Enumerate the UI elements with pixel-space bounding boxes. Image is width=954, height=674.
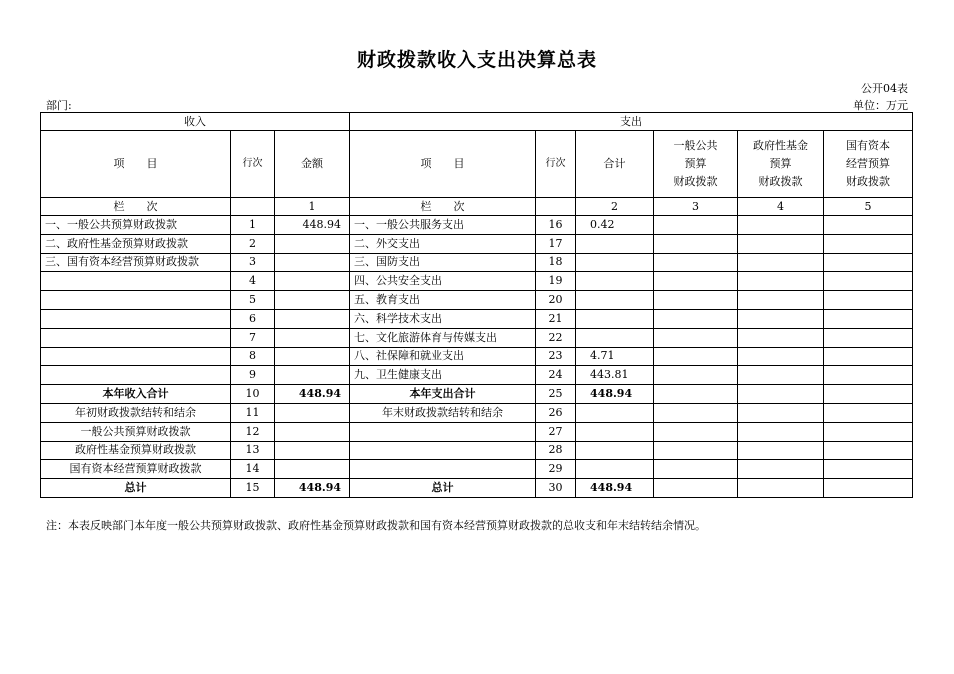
line-no: 19 <box>536 272 576 291</box>
line-no: 3 <box>231 253 275 272</box>
expense-item <box>350 441 536 460</box>
table-row <box>41 422 913 441</box>
line-no: 18 <box>536 253 576 272</box>
line-no: 17 <box>536 234 576 253</box>
group-header-row <box>41 113 913 131</box>
expense-item: 五、教育支出 <box>350 291 536 310</box>
income-item: 总计 <box>41 479 231 498</box>
expense-total-header: 合计 <box>576 131 654 198</box>
income-amount <box>275 253 350 272</box>
line-no: 9 <box>231 366 275 385</box>
expense-total <box>576 291 654 310</box>
line-no: 21 <box>536 309 576 328</box>
income-amount-header: 金额 <box>275 131 350 198</box>
line-no: 28 <box>536 441 576 460</box>
line-no: 22 <box>536 328 576 347</box>
expense-item: 三、国防支出 <box>350 253 536 272</box>
expense-item <box>350 460 536 479</box>
expense-item: 二、外交支出 <box>350 234 536 253</box>
line-no: 10 <box>231 385 275 404</box>
income-item: 年初财政拨款结转和结余 <box>41 403 231 422</box>
table-row <box>41 347 913 366</box>
income-item: 政府性基金预算财政拨款 <box>41 441 231 460</box>
income-item: 国有资本经营预算财政拨款 <box>41 460 231 479</box>
line-no: 24 <box>536 366 576 385</box>
income-item <box>41 366 231 385</box>
line-no: 29 <box>536 460 576 479</box>
expense-item: 六、科学技术支出 <box>350 309 536 328</box>
expense-total: 443.81 <box>576 366 654 385</box>
table-row <box>41 366 913 385</box>
income-amount <box>275 347 350 366</box>
line-no: 14 <box>231 460 275 479</box>
column-number: 2 <box>576 198 654 216</box>
income-item: 二、政府性基金预算财政拨款 <box>41 234 231 253</box>
expense-total <box>576 309 654 328</box>
expense-item <box>350 422 536 441</box>
line-no: 20 <box>536 291 576 310</box>
income-item-header: 项 目 <box>41 131 231 198</box>
column-number: 1 <box>275 198 350 216</box>
expense-total: 448.94 <box>576 479 654 498</box>
table-row <box>41 253 913 272</box>
year-total-row <box>41 385 913 404</box>
expense-item: 总计 <box>350 479 536 498</box>
income-item: 一、一般公共预算财政拨款 <box>41 216 231 235</box>
line-no: 11 <box>231 403 275 422</box>
income-line-no-header: 行次 <box>231 131 275 198</box>
table-row <box>41 309 913 328</box>
expense-total: 0.42 <box>576 216 654 235</box>
income-group-header: 收入 <box>41 113 350 131</box>
column-number: 5 <box>824 198 913 216</box>
line-no: 12 <box>231 422 275 441</box>
table-row <box>41 216 913 235</box>
line-no: 4 <box>231 272 275 291</box>
income-item <box>41 309 231 328</box>
table-row <box>41 234 913 253</box>
line-no: 8 <box>231 347 275 366</box>
budget-summary-table <box>40 112 913 498</box>
department-label: 部门: <box>46 99 72 112</box>
income-amount: 448.94 <box>275 479 350 498</box>
table-row <box>41 441 913 460</box>
report-title: 财政拨款收入支出决算总表 <box>356 49 597 71</box>
line-no: 15 <box>231 479 275 498</box>
unit-label: 单位：万元 <box>853 99 908 112</box>
fund-budget-header: 政府性基金 预算 财政拨款 <box>738 131 824 198</box>
line-no: 26 <box>536 403 576 422</box>
table-code: 公开04表 <box>861 82 908 95</box>
line-no: 25 <box>536 385 576 404</box>
table-row <box>41 291 913 310</box>
income-item: 本年收入合计 <box>41 385 231 404</box>
income-amount <box>275 272 350 291</box>
expense-group-header: 支出 <box>350 113 913 131</box>
line-no: 1 <box>231 216 275 235</box>
line-no: 5 <box>231 291 275 310</box>
expense-item: 八、社保障和就业支出 <box>350 347 536 366</box>
table-row <box>41 460 913 479</box>
line-no: 7 <box>231 328 275 347</box>
expense-total <box>576 234 654 253</box>
income-amount: 448.94 <box>275 385 350 404</box>
income-amount <box>275 234 350 253</box>
expense-item: 七、文化旅游体育与传媒支出 <box>350 328 536 347</box>
expense-total: 4.71 <box>576 347 654 366</box>
expense-item-header: 项 目 <box>350 131 536 198</box>
income-item: 三、国有资本经营预算财政拨款 <box>41 253 231 272</box>
line-no: 23 <box>536 347 576 366</box>
expense-total <box>576 328 654 347</box>
expense-item: 九、卫生健康支出 <box>350 366 536 385</box>
income-amount: 448.94 <box>275 216 350 235</box>
line-no: 13 <box>231 441 275 460</box>
expense-total <box>576 253 654 272</box>
expense-total <box>576 272 654 291</box>
income-item: 一般公共预算财政拨款 <box>41 422 231 441</box>
line-no: 30 <box>536 479 576 498</box>
income-item <box>41 347 231 366</box>
income-item <box>41 328 231 347</box>
grand-total-row <box>41 479 913 498</box>
line-no: 2 <box>231 234 275 253</box>
state-capital-header: 国有资本 经营预算 财政拨款 <box>824 131 913 198</box>
line-no: 16 <box>536 216 576 235</box>
income-amount <box>275 309 350 328</box>
income-item <box>41 291 231 310</box>
expense-item: 一、一般公共服务支出 <box>350 216 536 235</box>
income-item <box>41 272 231 291</box>
income-amount <box>275 328 350 347</box>
income-amount <box>275 366 350 385</box>
expense-item: 本年支出合计 <box>350 385 536 404</box>
income-amount <box>275 291 350 310</box>
table-row <box>41 403 913 422</box>
expense-line-no-header: 行次 <box>536 131 576 198</box>
column-number-label: 栏 次 <box>350 198 536 216</box>
expense-item: 年末财政拨款结转和结余 <box>350 403 536 422</box>
expense-total: 448.94 <box>576 385 654 404</box>
table-row <box>41 328 913 347</box>
line-no: 27 <box>536 422 576 441</box>
column-header-row <box>41 131 913 198</box>
column-number: 3 <box>654 198 738 216</box>
column-number: 4 <box>738 198 824 216</box>
expense-item: 四、公共安全支出 <box>350 272 536 291</box>
footnote: 注：本表反映部门本年度一般公共预算财政拨款、政府性基金预算财政拨款和国有资本经营预算财政拨款的总收支和年末结转结余情况。 <box>46 519 706 532</box>
line-no: 6 <box>231 309 275 328</box>
column-number-row <box>41 198 913 216</box>
table-row <box>41 272 913 291</box>
general-budget-header: 一般公共 预算 财政拨款 <box>654 131 738 198</box>
column-number-label: 栏 次 <box>41 198 231 216</box>
